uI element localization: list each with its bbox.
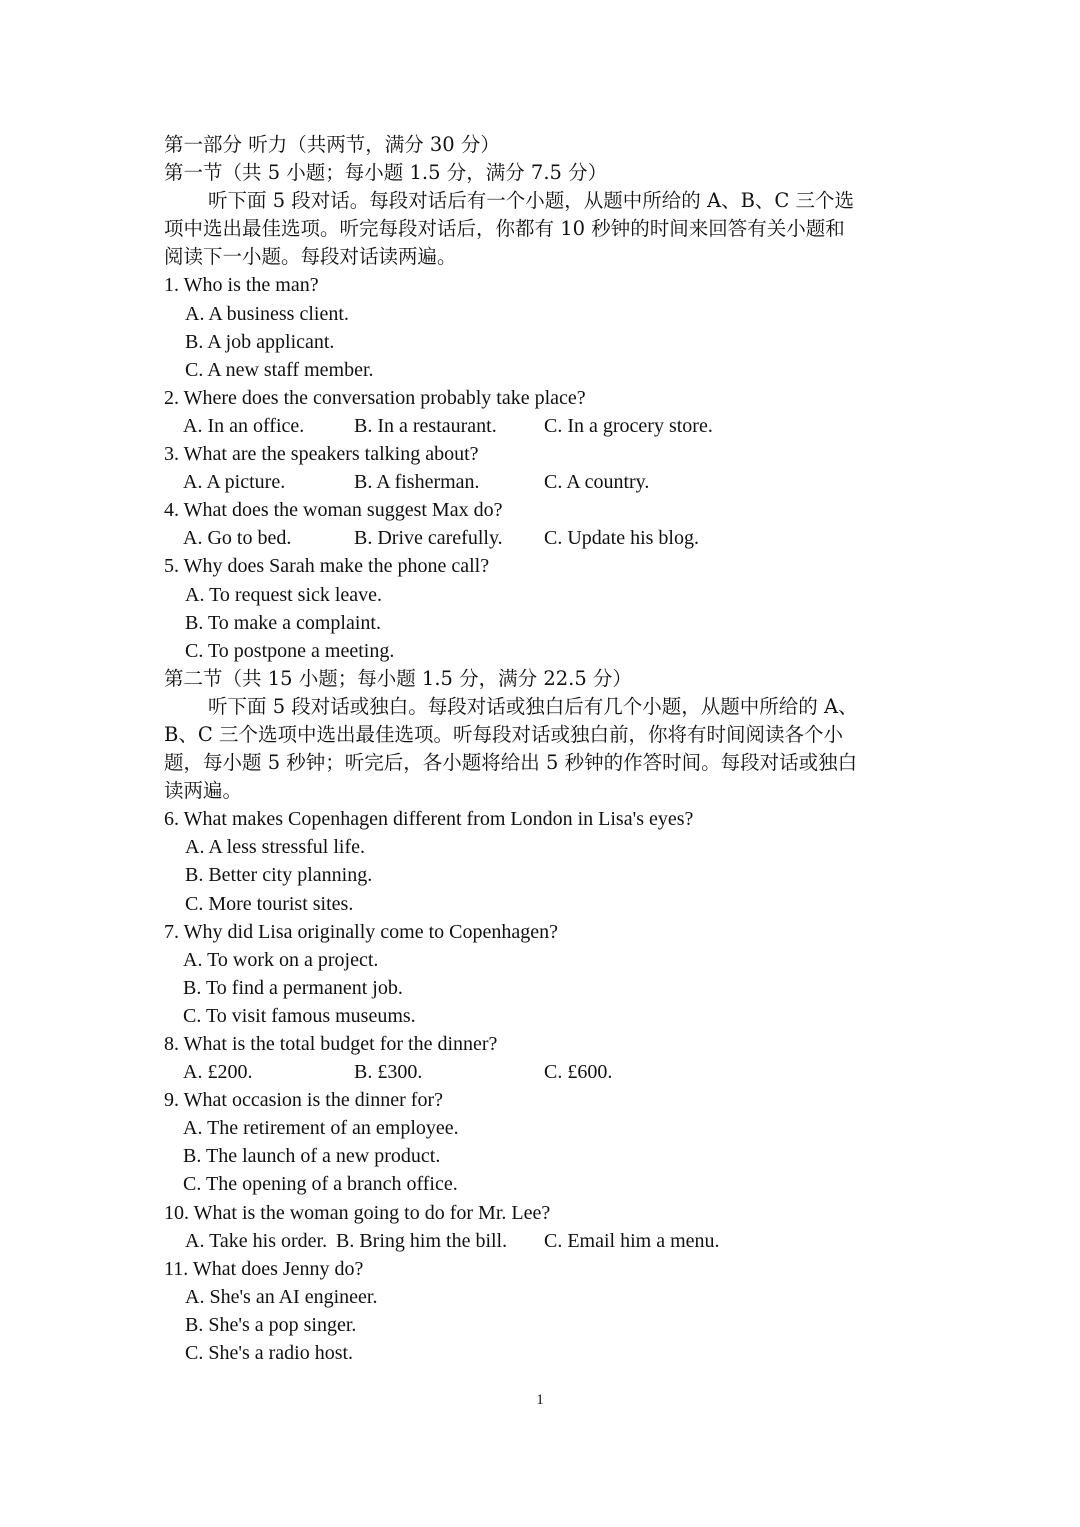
option-c: C. A country. [544,471,650,494]
question-stem: 3. What are the speakers talking about? [164,443,479,466]
option-b: B. A job applicant. [185,330,335,353]
option-b: B. In a restaurant. [354,414,497,437]
option-b: B. Better city planning. [185,864,373,887]
section1-title: 第一节（共 5 小题；每小题 1.5 分，满分 7.5 分） [164,161,608,185]
section1-instruction-line: 项中选出最佳选项。听完每段对话后，你都有 10 秒钟的时间来回答有关小题和 [164,217,845,241]
option-c: C. Update his blog. [544,527,699,550]
option-b: B. A fisherman. [354,471,480,494]
question-stem: 2. Where does the conversation probably take place? [164,386,586,409]
option-a: A. The retirement of an employee. [183,1117,459,1140]
page-number: 1 [536,1392,544,1408]
option-a: A. £200. [183,1061,253,1084]
question-stem: 5. Why does Sarah make the phone call? [164,555,490,578]
option-c: C. To postpone a meeting. [185,639,395,662]
question-stem: 8. What is the total budget for the dinner? [164,1033,498,1055]
option-b: B. To make a complaint. [185,611,381,634]
section2-instruction-line: 读两遍。 [164,779,243,803]
option-a: A. Take his order. [185,1229,328,1252]
option-a: A. In an office. [183,414,305,437]
part-title: 第一部分 听力（共两节，满分 30 分） [164,133,500,156]
options-row [164,468,924,496]
option-a: A. A business client. [185,302,349,325]
question-stem: 9. What occasion is the dinner for? [164,1089,443,1112]
question-stem: 1. Who is the man? [164,274,319,297]
page-content [164,131,924,1367]
option-b: B. Drive carefully. [354,527,503,550]
option-c: C. More tourist sites. [185,892,354,915]
options-row [164,1058,924,1086]
option-c: C. In a grocery store. [544,414,713,437]
option-c: C. The opening of a branch office. [183,1173,458,1196]
option-c: C. £600. [544,1061,613,1084]
option-c: C. Email him a menu. [544,1229,720,1252]
option-b: B. She's a pop singer. [185,1313,357,1336]
option-b: B. To find a permanent job. [183,976,403,999]
section1-instruction-line: 听下面 5 段对话。每段对话后有一个小题，从题中所给的 A、B、C 三个选 [208,189,855,213]
option-a: A. She's an AI engineer. [185,1285,378,1308]
question-stem: 4. What does the woman suggest Max do? [164,499,503,522]
option-c: C. To visit famous museums. [183,1004,416,1027]
options-row [164,1227,924,1255]
option-a: A. A picture. [183,471,286,494]
section2-title: 第二节（共 15 小题；每小题 1.5 分，满分 22.5 分） [164,666,632,690]
option-a: A. To request sick leave. [185,583,383,606]
option-c: C. A new staff member. [185,358,374,381]
option-b: B. Bring him the bill. [336,1229,508,1252]
option-a: A. Go to bed. [183,527,292,550]
question-stem: 6. What makes Copenhagen different from London in Lisa's eyes? [164,808,694,831]
section2-instruction-line: 听下面 5 段对话或独白。每段对话或独白后有几个小题，从题中所给的 A、 [208,694,858,718]
option-a: A. A less stressful life. [185,836,365,859]
option-c: C. She's a radio host. [185,1342,354,1365]
section1-instruction-line: 阅读下一小题。每段对话读两遍。 [164,245,457,269]
option-b: B. £300. [354,1061,423,1084]
question-stem: 11. What does Jenny do? [164,1257,364,1280]
question-stem: 10. What is the woman going to do for Mr. Lee? [164,1201,551,1224]
option-a: A. To work on a project. [183,948,379,971]
options-row [164,412,924,440]
option-b: B. The launch of a new product. [183,1145,441,1168]
section2-instruction-line: B、C 三个选项中选出最佳选项。听每段对话或独白前，你将有时间阅读各个小 [164,722,843,746]
question-stem: 7. Why did Lisa originally come to Copenhagen? [164,920,558,943]
options-row [164,524,924,552]
section2-instruction-line: 题，每小题 5 秒钟；听完后，各小题将给出 5 秒钟的作答时间。每段对话或独白 [164,751,858,775]
